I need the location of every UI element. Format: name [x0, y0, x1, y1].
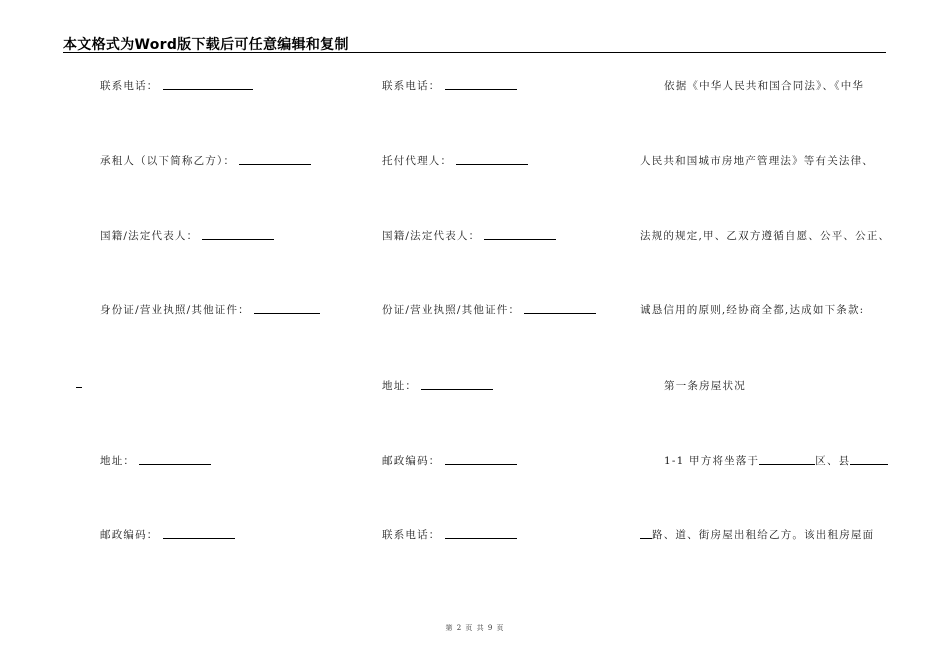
district-blank	[759, 454, 815, 465]
agent-address-field	[382, 379, 493, 393]
preamble-line-3: 法规的规定,甲、乙双方遵循自愿、公平、公正、	[640, 230, 891, 242]
phone-blank-2	[445, 528, 517, 539]
document-header-title: 本文格式为Word版下载后可任意编辑和复制	[63, 37, 349, 53]
phone-field-2	[382, 528, 517, 542]
header-divider	[63, 52, 886, 53]
agent-rep-field	[382, 229, 556, 243]
lessee-postcode-label: 邮政编码：	[100, 529, 159, 541]
phone-field-1	[382, 79, 517, 93]
lessee-field	[100, 154, 311, 168]
lessee-postcode-field	[100, 528, 235, 542]
lessee-id-label: 身份证/营业执照/其他证件：	[100, 304, 250, 316]
agent-id-field	[382, 303, 596, 317]
lessor-phone-field	[100, 79, 253, 93]
lessee-blank	[239, 154, 311, 165]
lessee-address-label: 地址：	[100, 455, 136, 467]
lessee-address-field	[100, 454, 211, 468]
clause-district-county: 区、县	[815, 455, 851, 467]
clause-1-1-line-2	[640, 528, 874, 542]
agent-address-blank	[421, 379, 493, 390]
agent-rep-label: 国籍/法定代表人：	[382, 230, 481, 242]
lessor-phone-label: 联系电话：	[100, 80, 159, 92]
section-title: 第一条房屋状况	[664, 380, 746, 392]
agent-label: 托付代理人：	[382, 155, 453, 167]
agent-postcode-field	[382, 454, 517, 468]
lessor-phone-blank	[163, 79, 253, 90]
lessee-address-blank	[139, 454, 211, 465]
preamble-line-1: 依据《中华人民共和国合同法》、《中华	[664, 80, 865, 92]
agent-id-label: 份证/营业执照/其他证件：	[382, 304, 521, 316]
clause-road-text: 路、道、街房屋出租给乙方。该出租房屋面	[652, 529, 875, 541]
phone-label-1: 联系电话：	[382, 80, 441, 92]
lessee-rep-label: 国籍/法定代表人：	[100, 230, 199, 242]
county-blank	[850, 454, 888, 465]
phone-label-2: 联系电话：	[382, 529, 441, 541]
phone-blank-1	[445, 79, 517, 90]
agent-postcode-label: 邮政编码：	[382, 455, 441, 467]
lessee-rep-blank	[202, 229, 274, 240]
agent-rep-blank	[484, 229, 556, 240]
lessee-label: 承租人（以下简称乙方）：	[100, 155, 236, 167]
lessee-rep-field	[100, 229, 274, 243]
lessee-id-blank	[254, 303, 320, 314]
page-indicator: 第 2 页 共 9 页	[445, 624, 505, 632]
lessee-id-field	[100, 303, 320, 317]
agent-postcode-blank	[445, 454, 517, 465]
agent-address-label: 地址：	[382, 380, 418, 392]
preamble-line-2: 人民共和国城市房地产管理法》等有关法律、	[640, 155, 874, 167]
clause-1-1-line-1	[664, 454, 888, 468]
agent-field	[382, 154, 528, 168]
stray-underline-mark	[76, 387, 82, 388]
road-blank	[640, 528, 652, 539]
agent-id-blank	[524, 303, 596, 314]
lessee-postcode-blank	[163, 528, 235, 539]
clause-prefix: 1-1 甲方将坐落于	[664, 455, 760, 467]
agent-blank	[456, 154, 528, 165]
preamble-line-4: 诚恳信用的原则,经协商全都,达成如下条款:	[640, 304, 865, 316]
